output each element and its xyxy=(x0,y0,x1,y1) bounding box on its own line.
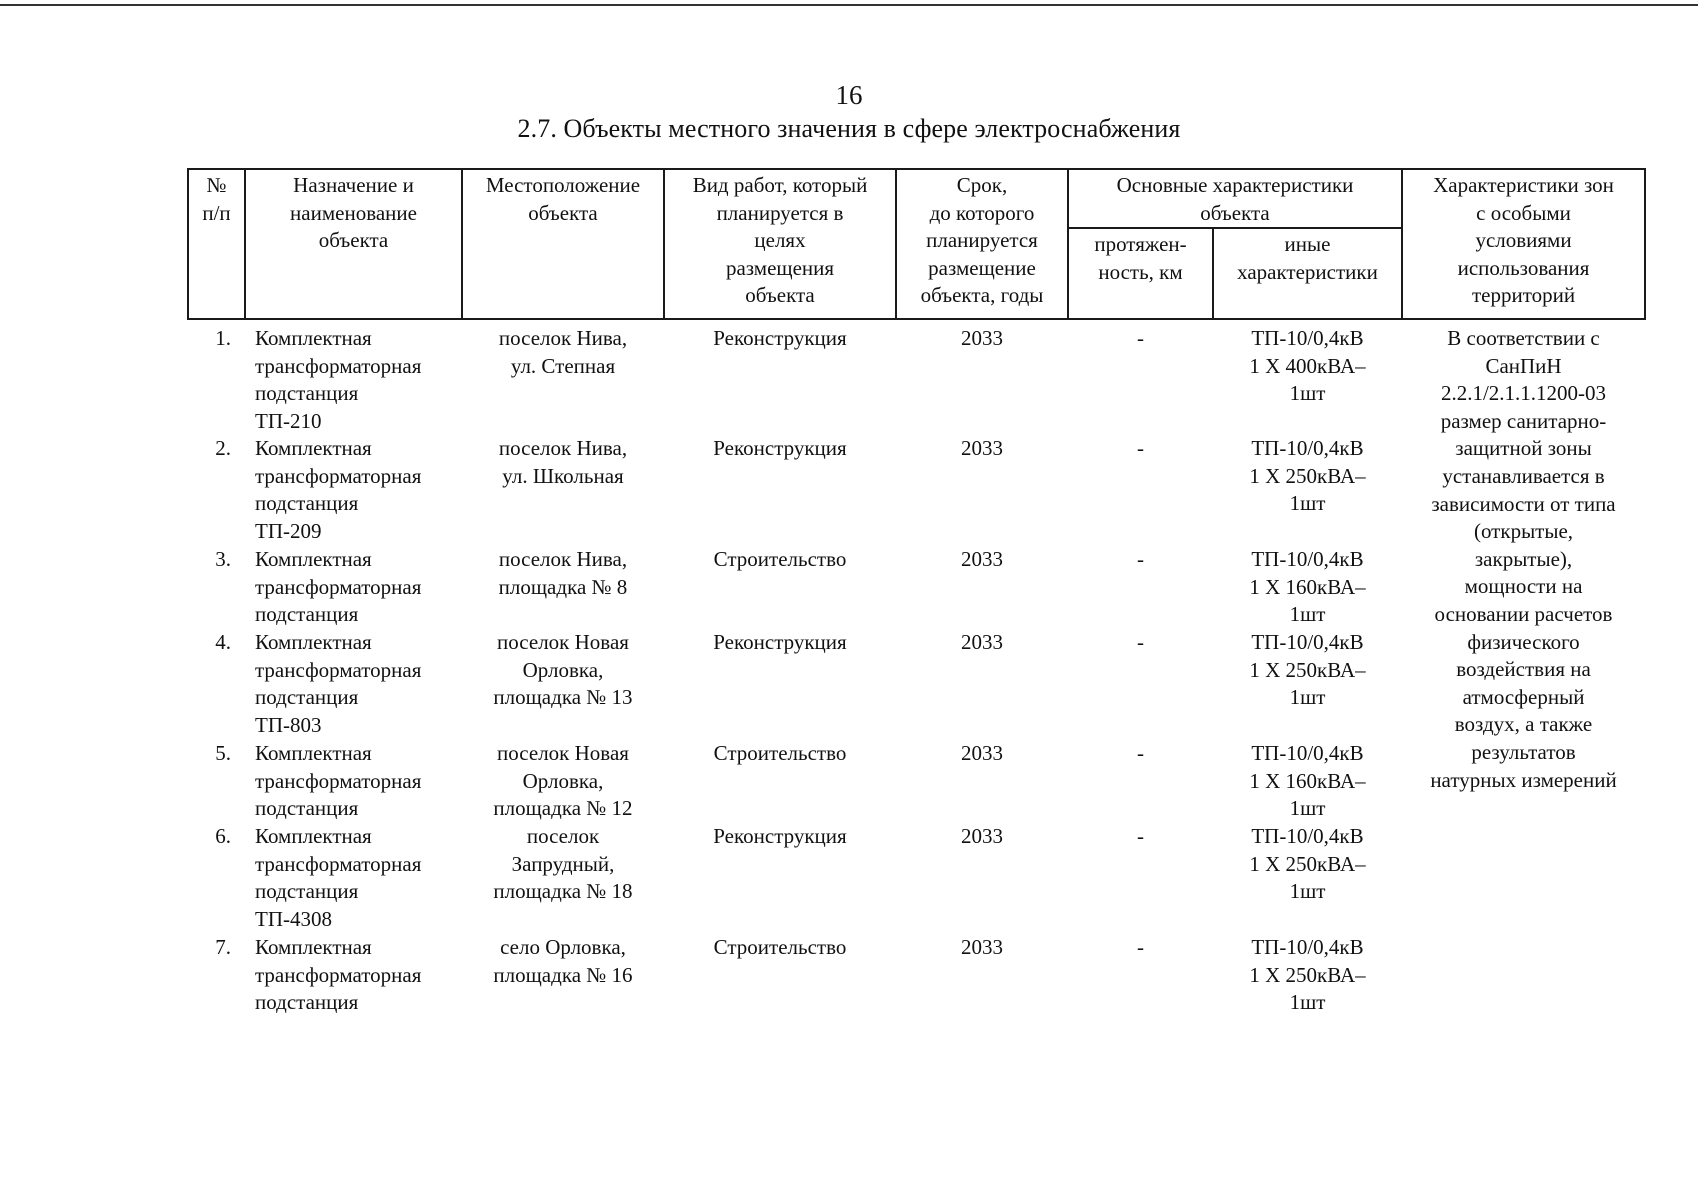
other-characteristics: ТП-10/0,4кВ 1 Х 400кВА– 1шт xyxy=(1249,326,1366,405)
row-number: 2. xyxy=(215,436,231,460)
length-km: - xyxy=(1137,547,1144,571)
objects-table-container xyxy=(187,168,1644,1017)
page-number: 16 xyxy=(835,80,863,110)
length-km: - xyxy=(1137,741,1144,765)
row-number: 7. xyxy=(215,935,231,959)
length-km: - xyxy=(1137,824,1144,848)
object-name: Комплектная трансформаторная подстанция xyxy=(255,935,422,1014)
zone-characteristics: В соответствии с СанПиН 2.2.1/2.1.1.1200-03 размер санитарно- защитной зоны устанавливается в зависимости от типа (открытые, закрытые), мощности на основании расчетов физического воздействия на атмосферный воздух, а также результатов натурных измерений xyxy=(1430,326,1617,792)
top-border-line xyxy=(0,4,1698,6)
row-number: 1. xyxy=(215,326,231,350)
length-km: - xyxy=(1137,630,1144,654)
header-location: Местоположение объекта xyxy=(462,169,664,319)
header-main-characteristics: Основные характеристики объекта xyxy=(1068,169,1402,228)
term-year: 2033 xyxy=(961,436,1003,460)
term-year: 2033 xyxy=(961,326,1003,350)
work-type: Строительство xyxy=(713,935,847,959)
row-number: 4. xyxy=(215,630,231,654)
other-characteristics: ТП-10/0,4кВ 1 Х 250кВА– 1шт xyxy=(1249,824,1366,903)
term-year: 2033 xyxy=(961,824,1003,848)
other-characteristics: ТП-10/0,4кВ 1 Х 250кВА– 1шт xyxy=(1249,935,1366,1014)
object-name: Комплектная трансформаторная подстанция xyxy=(255,741,422,820)
object-name: Комплектная трансформаторная подстанция ТП-4308 xyxy=(255,824,422,931)
object-name: Комплектная трансформаторная подстанция ТП-210 xyxy=(255,326,422,433)
object-name: Комплектная трансформаторная подстанция ТП-209 xyxy=(255,436,422,543)
length-km: - xyxy=(1137,326,1144,350)
term-year: 2033 xyxy=(961,547,1003,571)
row-number: 6. xyxy=(215,824,231,848)
work-type: Реконструкция xyxy=(713,630,847,654)
other-characteristics: ТП-10/0,4кВ 1 Х 160кВА– 1шт xyxy=(1249,547,1366,626)
object-location: поселок Новая Орловка, площадка № 13 xyxy=(493,630,633,709)
work-type: Строительство xyxy=(713,741,847,765)
length-km: - xyxy=(1137,436,1144,460)
header-other: иные характеристики xyxy=(1213,228,1402,319)
object-location: поселок Нива, ул. Степная xyxy=(498,326,628,378)
header-length: протяжен- ность, км xyxy=(1068,228,1213,319)
work-type: Реконструкция xyxy=(713,824,847,848)
object-location: поселок Нива, ул. Школьная xyxy=(498,436,628,488)
term-year: 2033 xyxy=(961,741,1003,765)
objects-table xyxy=(187,168,1646,1017)
table-body xyxy=(188,319,1645,1017)
other-characteristics: ТП-10/0,4кВ 1 Х 250кВА– 1шт xyxy=(1249,436,1366,515)
other-characteristics: ТП-10/0,4кВ 1 Х 250кВА– 1шт xyxy=(1249,630,1366,709)
header-work: Вид работ, который планируется в целях размещения объекта xyxy=(664,169,896,319)
header-num: № п/п xyxy=(188,169,245,319)
object-name: Комплектная трансформаторная подстанция xyxy=(255,547,422,626)
row-number: 3. xyxy=(215,547,231,571)
length-km: - xyxy=(1137,935,1144,959)
table-row xyxy=(188,319,1645,435)
document-title: 2.7. Объекты местного значения в сфере электроснабжения xyxy=(517,114,1181,143)
object-name: Комплектная трансформаторная подстанция ТП-803 xyxy=(255,630,422,737)
work-type: Строительство xyxy=(713,547,847,571)
other-characteristics: ТП-10/0,4кВ 1 Х 160кВА– 1шт xyxy=(1249,741,1366,820)
work-type: Реконструкция xyxy=(713,436,847,460)
term-year: 2033 xyxy=(961,935,1003,959)
term-year: 2033 xyxy=(961,630,1003,654)
row-number: 5. xyxy=(215,741,231,765)
object-location: поселок Запрудный, площадка № 18 xyxy=(493,824,633,903)
table-header xyxy=(188,169,1645,319)
work-type: Реконструкция xyxy=(713,326,847,350)
object-location: село Орловка, площадка № 16 xyxy=(493,935,633,987)
header-term: Срок, до которого планируется размещение объекта, годы xyxy=(896,169,1068,319)
object-location: поселок Новая Орловка, площадка № 12 xyxy=(493,741,633,820)
header-zones: Характеристики зон с особыми условиями использования территорий xyxy=(1402,169,1645,319)
header-name: Назначение и наименование объекта xyxy=(245,169,462,319)
object-location: поселок Нива, площадка № 8 xyxy=(498,547,628,599)
